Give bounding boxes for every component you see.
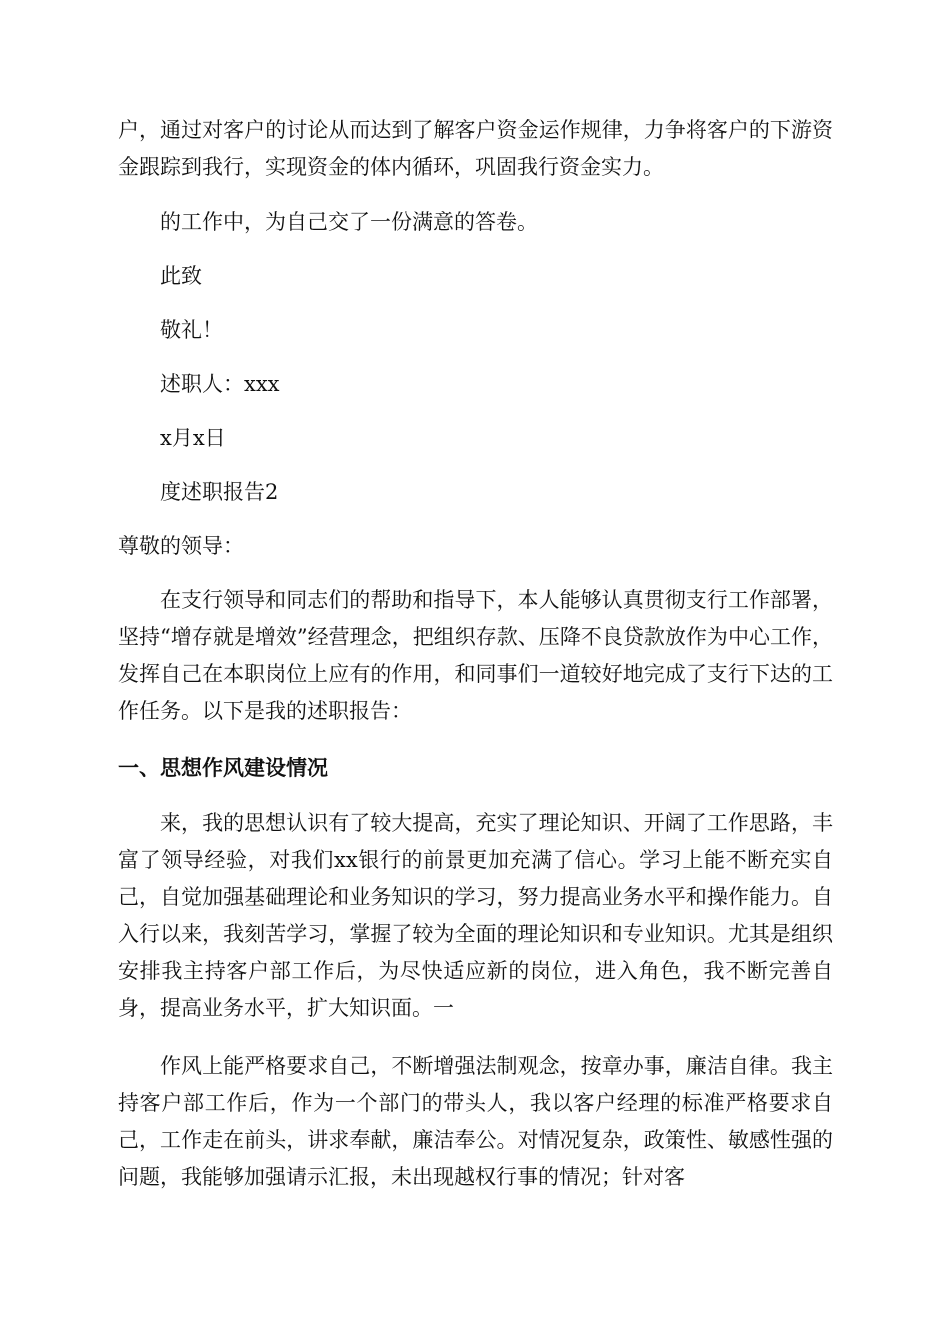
signature-line: 述职人：xxx — [160, 372, 280, 396]
closing-line: 的工作中，为自己交了一份满意的答卷。 — [160, 210, 538, 234]
greeting-line: 尊敬的领导： — [118, 534, 244, 558]
second-report-title: 度述职报告2 — [160, 480, 279, 504]
section-1-paragraph-2: 作风上能严格要求自己，不断增强法制观念，按章办事，廉洁自律。我主持客户部工作后，作为一个部门的带头人，我以客户经理的标准严格要求自己，工作走在前头，讲求奉献，廉洁奉公。对情况复杂，政策性、敏感性强的问题，我能够加强请示汇报，未出现越权行事的情况；针对客 — [118, 1054, 833, 1189]
salutation-close-1: 此致 — [160, 264, 202, 288]
section-1-paragraph-1: 来，我的思想认识有了较大提高，充实了理论知识、开阔了工作思路，丰富了领导经验，对我们xx银行的前景更加充满了信心。学习上能不断充实自己，自觉加强基础理论和业务知识的学习，努力提高业务水平和操作能力。自入行以来，我刻苦学习，掌握了较为全面的理论知识和专业知识。尤其是组织安排我主持客户部工作后，为尽快适应新的岗位，进入角色，我不断完善自身，提高业务水平，扩大知识面。一 — [118, 811, 833, 1020]
section-1-heading: 一、思想作风建设情况 — [118, 756, 328, 780]
continuation-paragraph: 户，通过对客户的讨论从而达到了解客户资金运作规律，力争将客户的下游资金跟踪到我行，实现资金的体内循环，巩固我行资金实力。 — [118, 118, 833, 179]
intro-paragraph: 在支行领导和同志们的帮助和指导下，本人能够认真贯彻支行工作部署，坚持“增存就是增效”经营理念，把组织存款、压降不良贷款放作为中心工作，发挥自己在本职岗位上应有的作用，和同事们一道较好地完成了支行下达的工作任务。以下是我的述职报告： — [118, 588, 833, 723]
salutation-close-2: 敬礼！ — [160, 318, 223, 342]
date-line: x月x日 — [160, 426, 226, 450]
